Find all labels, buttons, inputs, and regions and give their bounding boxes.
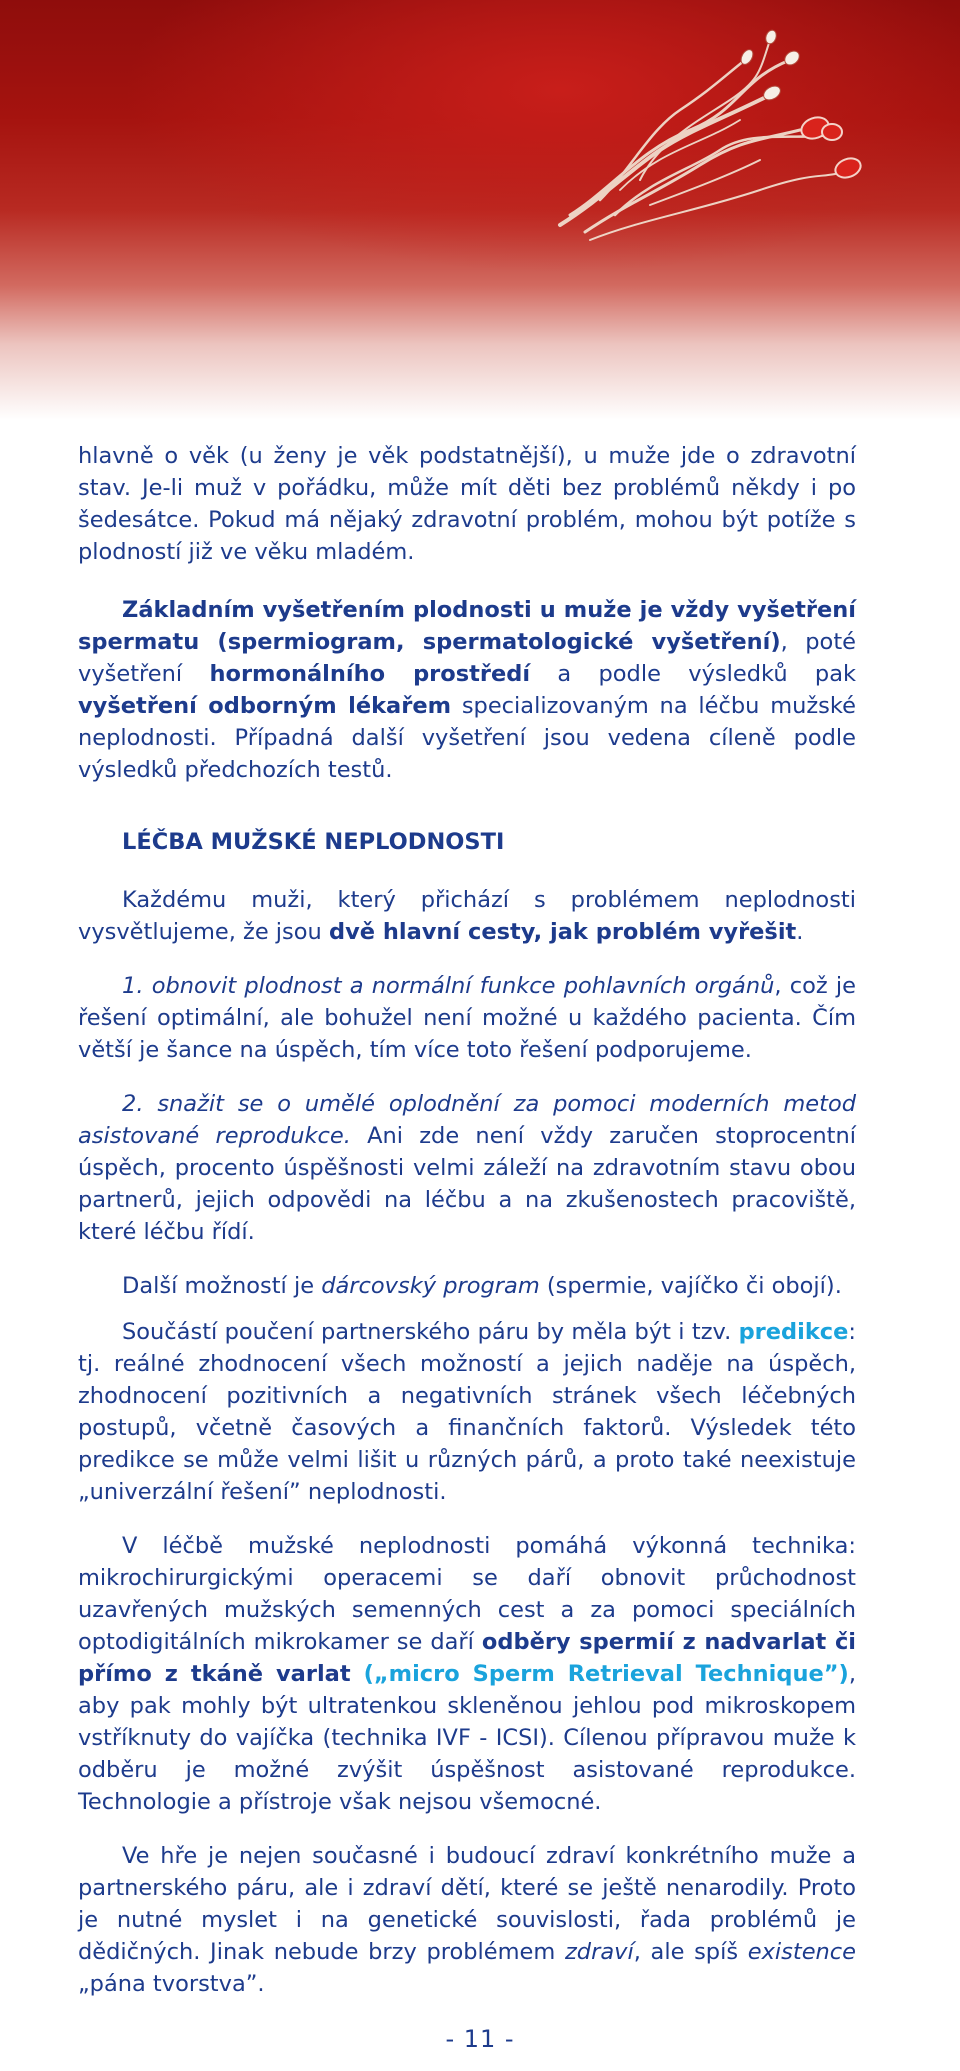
paragraph-option-2: 2. snažit se o umělé oplodnění za pomoci moderních metod asistované reprodukce. Ani zde není vždy zaručen stoprocentní úspěch, procento úspěšnosti velmi záleží na zdravotním stavu obou partnerů, jejich odpovědi na léčbu a na zkušenostech pracoviště, které léčbu řídí.	[78, 1091, 857, 1245]
section-heading: LÉČBA MUŽSKÉ NEPLODNOSTI	[122, 829, 505, 855]
article-body	[78, 440, 856, 2000]
paragraph-age-and-health: hlavně o věk (u ženy je věk podstatnější), u muže jde o zdravotní stav. Je-li muž v pořádku, může mít děti bez problémů někdy i po šedesátce. Pokud má nějaký zdravotní problém, mohou být potíže s plodností již ve věku mladém.	[78, 443, 856, 565]
paragraph-two-ways: Každému muži, který přichází s problémem neplodnosti vysvětlujeme, že jsou dvě hlavní cesty, jak problém vyřešit.	[78, 887, 856, 945]
paragraph-prediction: Součástí poučení partnerského páru by měla být i tzv. predikce: tj. reálné zhodnocení všech možností a jejich naděje na úspěch, zhodnocení pozitivních a negativních stránek všech léčebných postupů, včetně časových a finančních faktorů. Výsledek této predikce se může velmi lišit u různých párů, a proto také neexistuje „univerzální řešení” neplodnosti.	[78, 1319, 856, 1505]
sperm-cells-illustration	[0, 0, 960, 420]
page-number: - 11 -	[445, 2025, 515, 2053]
paragraph-donor-program: Další možností je dárcovský program (spermie, vajíčko či obojí).	[122, 1273, 842, 1299]
hero-image	[0, 0, 960, 420]
paragraph-option-1: 1. obnovit plodnost a normální funkce pohlavních orgánů, což je řešení optimální, ale bohužel není možné u každého pacienta. Čím větší je šance na úspěch, tím více toto řešení podporujeme.	[78, 973, 857, 1063]
paragraph-future-health: Ve hře je nejen současné i budoucí zdraví konkrétního muže a partnerského páru, ale i zdraví dětí, které se ještě nenarodily. Proto je nutné myslet i na genetické souvislosti, řada problémů je dědičných. Jinak nebude brzy problémem zdraví, ale spíš existence „pána tvorstva”.	[78, 1843, 857, 1997]
paragraph-technology: V léčbě mužské neplodnosti pomáhá výkonná technika: mikrochirurgickými operacemi se daří obnovit průchodnost uzavřených mužských semenných cest a za pomoci speciálních optodigitálních mikrokamer se daří odběry spermií z nadvarlat či přímo z tkáně varlat („micro Sperm Retrieval Technique”), aby pak mohly být ultratenkou skleněnou jehlou pod mikroskopem vstříknuty do vajíčka (technika IVF - ICSI). Cílenou přípravou muže k odběru je možné zvýšit úspěšnost asistované reprodukce. Technologie a přístroje však nejsou všemocné.	[78, 1533, 856, 1815]
paragraph-basic-examination: Základním vyšetřením plodnosti u muže je vždy vyšetření spermatu (spermiogram, spermatologické vyšetření), poté vyšetření hormonálního prostředí a podle výsledků pak vyšetření odborným lékařem specializovaným na léčbu mužské neplodnosti. Případná další vyšetření jsou vedena cíleně podle výsledků předchozích testů.	[78, 597, 857, 783]
